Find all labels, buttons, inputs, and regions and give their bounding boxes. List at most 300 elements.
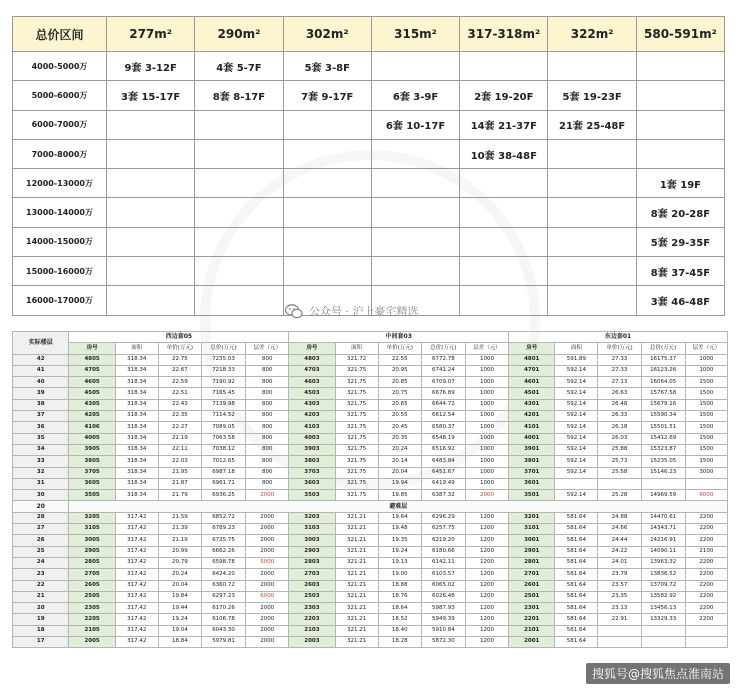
unit-value-cell: 6065.02 [421,580,465,591]
price-range-label: 14000-15000万 [13,227,107,256]
unit-value-cell: 19.35 [378,535,421,546]
unit-value-cell: 6387.32 [421,490,465,501]
unit-value-cell: 1000 [465,354,508,365]
unit-value-cell: 19.00 [378,569,421,580]
room-number-cell: 4505 [69,388,115,399]
unit-value-cell: 317.42 [115,546,158,557]
unit-value-cell [641,637,685,648]
unit-value-cell: 592.14 [555,388,598,399]
unit-value-cell: 6516.92 [421,444,465,455]
room-number-cell: 2005 [69,637,115,648]
floor-cell: 20 [13,603,69,614]
unit-value-cell: 6725.75 [201,535,245,546]
unit-value-cell: 2200 [685,512,727,523]
unit-value-cell: 318.34 [115,377,158,388]
unit-value-cell: 14090.11 [641,546,685,557]
unit-value-cell: 2200 [685,591,727,602]
unit-value-cell: 2000 [246,625,289,636]
unit-value-cell: 317.42 [115,614,158,625]
inventory-cell [460,286,548,315]
inventory-cell [195,110,283,139]
unit-value-cell: 800 [246,467,289,478]
unit-value-cell: 800 [246,478,289,489]
floor-cell: 37 [13,411,69,422]
room-number-cell: 2303 [289,603,335,614]
inventory-cell: 1套 19F [636,169,724,198]
unit-value-cell: 14969.59 [641,490,685,501]
unit-value-cell: 19.64 [378,512,421,523]
unit-row [13,569,728,580]
unit-value-cell: 5872.30 [421,637,465,648]
unit-value-cell: 21.95 [158,467,201,478]
unit-row [13,444,728,455]
unit-value-cell: 321.21 [335,546,378,557]
room-number-cell: 3503 [289,490,335,501]
inventory-cell [636,110,724,139]
room-number-cell: 2503 [289,591,335,602]
unit-value-cell: 321.75 [335,456,378,467]
unit-value-cell: 800 [246,399,289,410]
unit-value-cell: 2200 [685,524,727,535]
unit-value-cell: 20.99 [158,546,201,557]
unit-row [13,411,728,422]
inventory-cell [107,286,195,315]
room-number-cell: 2003 [289,637,335,648]
unit-value-cell: 20.45 [378,422,421,433]
unit-value-cell: 22.51 [158,388,201,399]
unit-value-cell: 26.18 [598,422,641,433]
unit-row [13,377,728,388]
unit-value-cell: 2000 [246,535,289,546]
unit-value-cell: 800 [246,411,289,422]
unit-value-cell: 26.33 [598,411,641,422]
unit-value-cell: 1200 [465,535,508,546]
inventory-cell: 6套 3-9F [371,81,459,110]
unit-value-cell: 6000 [246,591,289,602]
inventory-cell [195,169,283,198]
sub-header: 面积 [335,343,378,354]
floor-cell: 39 [13,388,69,399]
unit-value-cell: 592.14 [555,411,598,422]
inventory-cell [548,139,636,168]
unit-value-cell: 14470.61 [641,512,685,523]
unit-row [13,524,728,535]
unit-value-cell: 3000 [685,467,727,478]
unit-group-header: 西边套05 [69,332,289,343]
unit-row [13,433,728,444]
unit-value-cell: 1000 [465,399,508,410]
inventory-cell [548,257,636,286]
room-number-cell: 4805 [69,354,115,365]
unit-value-cell: 6483.84 [421,456,465,467]
room-number-cell: 2001 [509,637,555,648]
unit-value-cell: 1200 [465,512,508,523]
unit-value-cell: 13456.13 [641,603,685,614]
inventory-cell [283,227,371,256]
inventory-cell [548,198,636,227]
floor-cell: 28 [13,512,69,523]
unit-value-cell: 19.24 [378,546,421,557]
floor-cell: 25 [13,546,69,557]
room-number-cell: 2605 [69,580,115,591]
room-number-cell: 3101 [509,524,555,535]
unit-price-header [13,332,728,355]
inventory-cell [460,257,548,286]
unit-value-cell: 21.87 [158,478,201,489]
unit-value-cell: 321.21 [335,580,378,591]
unit-value-cell: 321.75 [335,388,378,399]
unit-value-cell: 6360.72 [201,580,245,591]
unit-value-cell: 317.42 [115,625,158,636]
unit-value-cell: 318.34 [115,490,158,501]
unit-row [13,422,728,433]
unit-value-cell: 20.24 [158,569,201,580]
unit-value-cell: 592.14 [555,422,598,433]
group-header-row [13,332,728,343]
unit-value-cell [598,625,641,636]
unit-value-cell: 6676.89 [421,388,465,399]
unit-value-cell: 16123.26 [641,365,685,376]
price-range-header-row [13,17,725,52]
unit-value-cell: 5949.39 [421,614,465,625]
unit-value-cell: 592.14 [555,490,598,501]
area-column-header: 302m² [283,17,371,52]
sub-header: 面积 [555,343,598,354]
unit-value-cell [598,637,641,648]
floor-cell: 40 [13,377,69,388]
unit-value-cell: 581.64 [555,569,598,580]
unit-value-cell: 592.14 [555,433,598,444]
inventory-cell [371,52,459,81]
unit-value-cell: 24.88 [598,512,641,523]
price-range-label: 6000-7000万 [13,110,107,139]
unit-value-cell: 6580.37 [421,422,465,433]
unit-value-cell: 20.85 [378,377,421,388]
refuge-floor-label: 避难层 [69,501,728,512]
unit-value-cell: 321.21 [335,603,378,614]
inventory-cell [107,110,195,139]
room-number-cell: 2103 [289,625,335,636]
room-number-cell: 3805 [69,456,115,467]
unit-value-cell: 1200 [465,557,508,568]
unit-value-cell: 7114.52 [201,411,245,422]
floor-cell: 42 [13,354,69,365]
sub-header: 房号 [509,343,555,354]
unit-value-cell: 13963.32 [641,557,685,568]
unit-value-cell: 6936.25 [201,490,245,501]
room-number-cell: 4003 [289,433,335,444]
unit-value-cell: 2000 [246,512,289,523]
unit-value-cell: 2200 [685,614,727,625]
unit-value-cell: 18.40 [378,625,421,636]
price-range-label: 13000-14000万 [13,198,107,227]
price-range-label: 7000-8000万 [13,139,107,168]
unit-value-cell: 6598.78 [201,557,245,568]
unit-value-cell: 321.75 [335,411,378,422]
inventory-cell [283,169,371,198]
unit-value-cell: 2000 [246,524,289,535]
unit-value-cell: 6789.23 [201,524,245,535]
wechat-watermark [285,303,419,319]
room-number-cell: 3501 [509,490,555,501]
unit-value-cell: 1200 [465,580,508,591]
unit-value-cell: 22.67 [158,365,201,376]
unit-value-cell: 592.14 [555,444,598,455]
unit-value-cell: 317.42 [115,524,158,535]
unit-value-cell: 16175.37 [641,354,685,365]
unit-value-cell: 7012.65 [201,456,245,467]
room-number-cell: 4201 [509,411,555,422]
unit-value-cell: 321.75 [335,444,378,455]
room-number-cell: 3901 [509,444,555,455]
inventory-cell: 10套 38-48F [460,139,548,168]
unit-value-cell: 18.28 [378,637,421,648]
unit-value-cell: 581.64 [555,535,598,546]
sub-header: 总价(万元) [421,343,465,354]
unit-value-cell: 15412.69 [641,433,685,444]
unit-value-cell: 22.75 [158,354,201,365]
unit-value-cell: 321.75 [335,377,378,388]
room-number-cell: 2105 [69,625,115,636]
unit-value-cell: 14216.91 [641,535,685,546]
inventory-cell [548,52,636,81]
unit-row [13,467,728,478]
unit-value-cell: 20.24 [378,444,421,455]
unit-value-cell [641,625,685,636]
inventory-cell [283,257,371,286]
unit-value-cell: 800 [246,433,289,444]
floor-cell: 18 [13,625,69,636]
unit-row [13,546,728,557]
unit-value-cell: 6612.54 [421,411,465,422]
room-number-cell: 3701 [509,467,555,478]
unit-value-cell: 1000 [465,365,508,376]
area-column-header: 290m² [195,17,283,52]
room-number-cell: 2201 [509,614,555,625]
unit-value-cell: 20.35 [378,433,421,444]
unit-row [13,354,728,365]
room-number-cell: 3203 [289,512,335,523]
room-number-cell: 4301 [509,399,555,410]
inventory-cell [636,139,724,168]
room-number-cell: 4603 [289,377,335,388]
unit-value-cell: 2200 [685,569,727,580]
unit-value-cell: 318.34 [115,422,158,433]
unit-value-cell: 27.33 [598,354,641,365]
unit-value-cell: 581.64 [555,524,598,535]
unit-value-cell: 22.35 [158,411,201,422]
unit-value-cell: 19.48 [378,524,421,535]
unit-value-cell: 1000 [465,433,508,444]
room-number-cell: 4103 [289,422,335,433]
room-number-cell: 4305 [69,399,115,410]
unit-value-cell: 18.84 [158,637,201,648]
unit-value-cell: 592.14 [555,377,598,388]
unit-value-cell: 318.34 [115,444,158,455]
sub-header: 单价(万元) [158,343,201,354]
unit-row [13,591,728,602]
room-number-cell: 3705 [69,467,115,478]
unit-row [13,625,728,636]
unit-value-cell: 19.94 [378,478,421,489]
floor-cell: 30 [13,490,69,501]
unit-value-cell: 2000 [246,580,289,591]
unit-value-cell: 25.88 [598,444,641,455]
unit-value-cell: 15146.23 [641,467,685,478]
unit-value-cell: 18.88 [378,580,421,591]
sub-header: 层差（元） [246,343,289,354]
unit-value-cell: 5910.84 [421,625,465,636]
inventory-cell [195,227,283,256]
unit-value-cell: 2000 [246,490,289,501]
sub-header: 层差（元） [685,343,727,354]
room-number-cell: 4203 [289,411,335,422]
unit-value-cell: 2000 [246,569,289,580]
unit-value-cell: 1000 [465,411,508,422]
inventory-cell: 4套 5-7F [195,52,283,81]
inventory-cell [636,52,724,81]
unit-value-cell: 25.28 [598,490,641,501]
sub-header: 层差（元） [465,343,508,354]
unit-value-cell: 14343.71 [641,524,685,535]
inventory-cell [548,286,636,315]
room-number-cell: 2205 [69,614,115,625]
sub-header: 总价(万元) [641,343,685,354]
unit-value-cell: 7165.45 [201,388,245,399]
area-column-header: 322m² [548,17,636,52]
unit-value-cell: 18.76 [378,591,421,602]
unit-value-cell: 22.19 [158,433,201,444]
inventory-cell [195,286,283,315]
unit-value-cell: 2000 [246,603,289,614]
unit-value-cell: 318.34 [115,354,158,365]
unit-value-cell: 581.64 [555,546,598,557]
unit-value-cell: 321.75 [335,399,378,410]
unit-value-cell: 6026.48 [421,591,465,602]
sub-header: 总价(万元) [201,343,245,354]
room-number-cell: 2705 [69,569,115,580]
unit-value-cell: 321.75 [335,433,378,444]
unit-row [13,512,728,523]
room-number-cell: 2305 [69,603,115,614]
unit-value-cell: 321.21 [335,535,378,546]
unit-value-cell: 6741.24 [421,365,465,376]
unit-value-cell: 20.65 [378,399,421,410]
unit-value-cell: 7190.92 [201,377,245,388]
unit-value-cell: 1000 [465,456,508,467]
price-range-row [13,52,725,81]
unit-value-cell: 317.42 [115,580,158,591]
unit-value-cell: 321.21 [335,524,378,535]
unit-value-cell: 13836.52 [641,569,685,580]
room-number-cell: 4601 [509,377,555,388]
unit-value-cell: 2100 [685,546,727,557]
room-number-cell: 3703 [289,467,335,478]
unit-value-cell: 7089.05 [201,422,245,433]
unit-value-cell: 19.44 [158,603,201,614]
unit-value-cell: 15323.87 [641,444,685,455]
room-number-cell: 4503 [289,388,335,399]
unit-value-cell: 321.21 [335,569,378,580]
unit-row [13,614,728,625]
unit-value-cell: 6424.20 [201,569,245,580]
unit-value-cell: 1500 [685,399,727,410]
unit-value-cell: 1500 [685,444,727,455]
unit-value-cell: 591.89 [555,354,598,365]
inventory-cell: 3套 15-17F [107,81,195,110]
unit-value-cell: 20.04 [378,467,421,478]
floor-cell: 22 [13,580,69,591]
unit-value-cell: 27.33 [598,365,641,376]
price-range-label: 16000-17000万 [13,286,107,315]
footer-watermark: 搜狐号@搜狐焦点淮南站 [586,663,730,684]
unit-row [13,399,728,410]
unit-value-cell: 317.42 [115,637,158,648]
inventory-cell [548,169,636,198]
room-number-cell: 3201 [509,512,555,523]
price-range-row [13,110,725,139]
inventory-cell [283,110,371,139]
unit-value-cell: 22.03 [158,456,201,467]
room-number-cell: 2903 [289,546,335,557]
unit-value-cell: 19.84 [158,591,201,602]
refuge-floor-row [13,501,728,512]
unit-value-cell: 800 [246,354,289,365]
unit-value-cell: 581.64 [555,512,598,523]
price-range-row [13,198,725,227]
room-number-cell: 2603 [289,580,335,591]
unit-value-cell: 5987.93 [421,603,465,614]
unit-value-cell: 22.27 [158,422,201,433]
unit-row [13,637,728,648]
floor-cell: 20 [13,501,69,512]
unit-value-cell: 2200 [685,557,727,568]
room-number-cell: 4801 [509,354,555,365]
unit-value-cell: 800 [246,456,289,467]
unit-value-cell: 321.75 [335,490,378,501]
unit-value-cell: 321.21 [335,625,378,636]
unit-value-cell: 7038.12 [201,444,245,455]
area-column-header: 315m² [371,17,459,52]
unit-value-cell: 16064.05 [641,377,685,388]
room-number-cell: 2701 [509,569,555,580]
unit-value-cell: 6170.26 [201,603,245,614]
room-number-cell: 3603 [289,478,335,489]
unit-value-cell: 1200 [465,569,508,580]
unit-value-cell: 6961.71 [201,478,245,489]
inventory-cell: 8套 8-17F [195,81,283,110]
unit-value-cell: 6852.72 [201,512,245,523]
unit-value-cell: 19.24 [158,614,201,625]
price-range-label: 4000-5000万 [13,52,107,81]
unit-value-cell: 321.21 [335,637,378,648]
unit-value-cell: 22.55 [378,354,421,365]
unit-value-cell: 321.21 [335,614,378,625]
unit-value-cell: 18.52 [378,614,421,625]
unit-value-cell: 6180.66 [421,546,465,557]
unit-row [13,365,728,376]
price-range-body [13,52,725,316]
unit-value-cell: 6419.49 [421,478,465,489]
unit-value-cell: 1500 [685,411,727,422]
unit-value-cell: 26.03 [598,433,641,444]
floor-cell: 19 [13,614,69,625]
unit-value-cell: 2000 [246,637,289,648]
price-range-row [13,81,725,110]
unit-value-cell: 581.64 [555,625,598,636]
unit-value-cell: 15767.58 [641,388,685,399]
area-column-header: 580-591m² [636,17,724,52]
